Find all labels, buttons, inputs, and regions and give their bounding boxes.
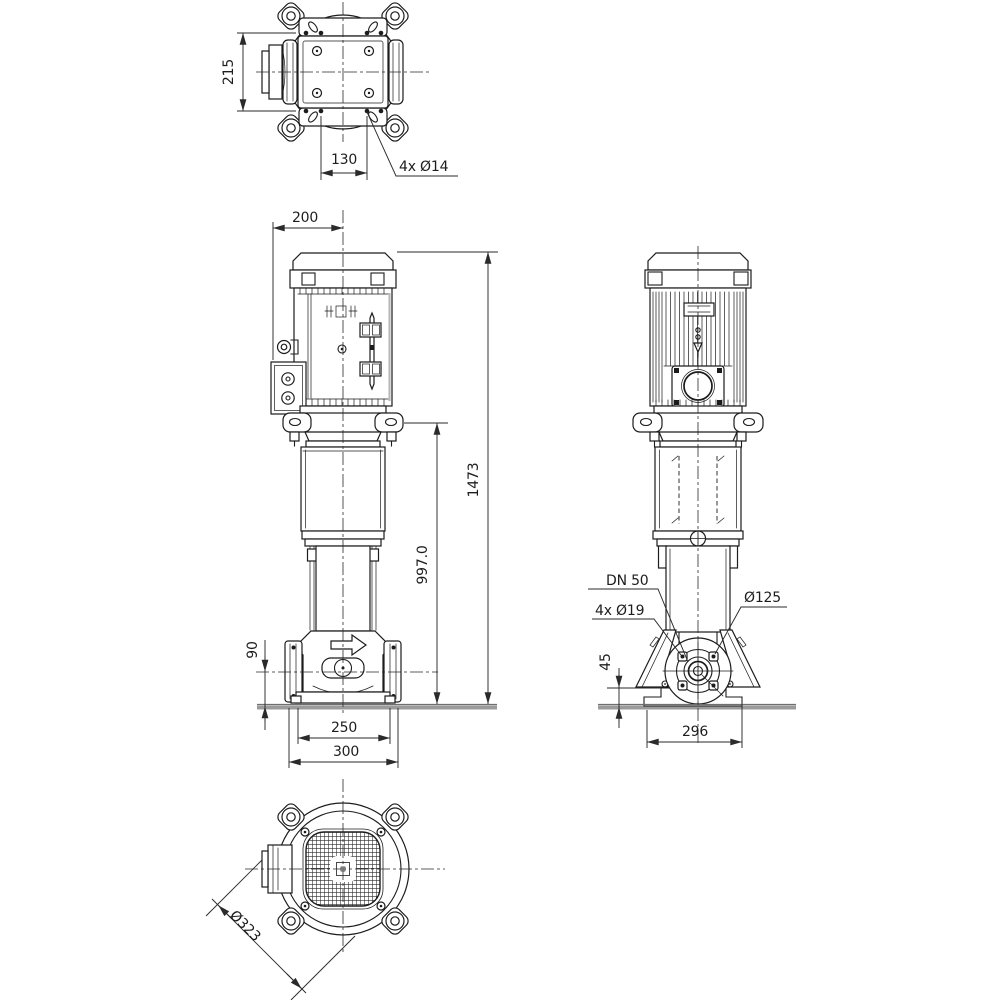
front-view xyxy=(256,210,497,716)
dim-label-90: 90 xyxy=(245,641,261,659)
top-view xyxy=(256,0,430,143)
dim-250 xyxy=(298,708,390,744)
dim-label-4x14: 4x Ø14 xyxy=(399,159,449,175)
dim-label-130: 130 xyxy=(330,152,358,168)
dim-1473 xyxy=(397,252,498,704)
dim-label-dn50: DN 50 xyxy=(606,573,649,589)
dim-label-200: 200 xyxy=(291,210,319,226)
dim-label-45: 45 xyxy=(598,653,614,671)
dim-label-215: 215 xyxy=(221,58,237,86)
dim-997 xyxy=(404,423,448,704)
dim-label-o323: Ø323 xyxy=(226,907,264,945)
side-view xyxy=(598,246,796,745)
dim-label-300: 300 xyxy=(332,744,360,760)
dim-label-296: 296 xyxy=(681,724,709,740)
dim-90 xyxy=(245,640,265,730)
dim-label-o125: Ø125 xyxy=(744,590,781,606)
dim-label-997: 997.0 xyxy=(415,545,431,585)
dim-label-1473: 1473 xyxy=(466,462,482,498)
dim-label-250: 250 xyxy=(330,720,358,736)
bottom-view xyxy=(245,779,445,955)
dim-label-4x19: 4x Ø19 xyxy=(595,603,645,619)
